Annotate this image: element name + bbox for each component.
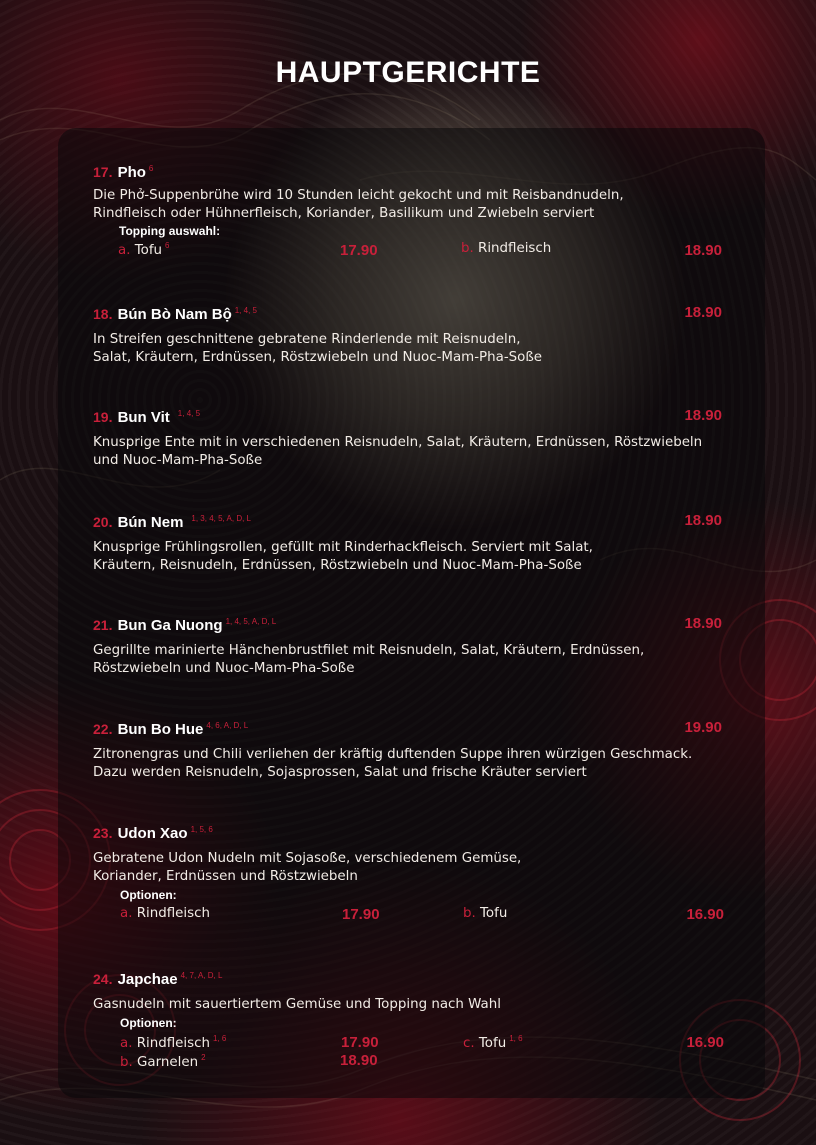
description-line: Koriander, Erdnüssen und Röstzwiebeln (93, 869, 358, 884)
description-line: Gasnudeln mit sauertiertem Gemüse und Topping nach Wahl (93, 997, 501, 1012)
item-description (93, 850, 733, 886)
item-name: Bun Bo Hue (117, 721, 204, 738)
item-name: Bún Nem (117, 514, 184, 531)
page-title: HAUPTGERICHTE (275, 56, 541, 89)
item-description (93, 746, 753, 782)
option-label: Topping auswahl: (119, 224, 221, 238)
item-number: 18. (93, 306, 113, 322)
description-line: Gebratene Udon Nudeln mit Sojasoße, verschiedenem Gemüse, (93, 851, 522, 866)
item-price: 18.90 (684, 304, 722, 321)
item-name: Pho (117, 164, 146, 181)
option-a-price: 17.90 (341, 1034, 379, 1051)
description-line: und Nuoc-Mam-Pha-Soße (93, 453, 263, 468)
item-description (93, 331, 733, 367)
item-name: Japchae (117, 971, 178, 988)
description-line: Rindfleisch oder Hühnerfleisch, Koriander, Basilikum und Zwiebeln serviert (93, 206, 595, 221)
item-description (93, 996, 733, 1014)
option-b: b. Rindfleisch (461, 241, 552, 256)
allergen-codes: 1, 4, 5, A, D, L (225, 617, 277, 626)
menu-panel (58, 128, 765, 1098)
option-b: b. Garnelen $^2$ (120, 1053, 206, 1070)
item-name: Udon Xao (117, 825, 188, 842)
item-description (93, 187, 733, 223)
item-number: 22. (93, 721, 113, 737)
item-number: 23. (93, 825, 113, 841)
description-line: Röstzwiebeln und Nuoc-Mam-Pha-Soße (93, 661, 355, 676)
option-a: a. Tofu $^6$ (118, 241, 170, 258)
option-c-price: 16.90 (686, 1034, 724, 1051)
description-line: Kräutern, Reisnudeln, Erdnüssen, Röstzwiebeln und Nuoc-Mam-Pha-Soße (93, 558, 582, 573)
item-name: Bun Ga Nuong (117, 617, 223, 634)
option-a-price: 17.90 (342, 906, 380, 923)
description-line: Knusprige Ente mit in verschiedenen Reisnudeln, Salat, Kräutern, Erdnüssen, Röstzwiebeln (93, 435, 703, 450)
description-line: Zitronengras und Chili verliehen der kräftig duftenden Suppe ihren würzigen Geschmack. (93, 747, 693, 762)
description-line: Salat, Kräutern, Erdnüssen, Röstzwiebeln und Nuoc-Mam-Pha-Soße (93, 350, 543, 365)
description-line: Dazu werden Reisnudeln, Sojasprossen, Salat und frische Kräuter serviert (93, 765, 587, 780)
option-a-price: 17.90 (340, 242, 378, 259)
item-price: 19.90 (684, 719, 722, 736)
option-label: Optionen: (120, 888, 177, 902)
description-line: Gegrillte marinierte Hänchenbrustfilet mit Reisnudeln, Salat, Kräutern, Erdnüssen, (93, 643, 645, 658)
allergen-codes: 1, 4, 5 (234, 306, 257, 315)
allergen-codes: 4, 6, A, D, L (206, 721, 249, 730)
option-a: a. Rindfleisch (120, 906, 210, 921)
item-price: 18.90 (684, 407, 722, 424)
description-line: Die Phở-Suppenbrühe wird 10 Stunden leicht gekocht und mit Reisbandnudeln, (93, 188, 624, 203)
item-name: Bun Vit (117, 409, 170, 426)
allergen-codes: 1, 5, 6 (190, 825, 213, 834)
option-a: a. Rindfleisch $^{1, 6}$ (120, 1034, 227, 1051)
item-number: 19. (93, 409, 113, 425)
option-b: b. Tofu (463, 906, 508, 921)
item-description (93, 434, 753, 470)
item-number: 24. (93, 971, 113, 987)
allergen-codes: 6 (148, 164, 154, 173)
item-price: 18.90 (684, 512, 722, 529)
description-line: Knusprige Frühlingsrollen, gefüllt mit Rinderhackfleisch. Serviert mit Salat, (93, 540, 593, 555)
allergen-codes: 4, 7, A, D, L (180, 971, 223, 980)
item-number: 20. (93, 514, 113, 530)
description-line: In Streifen geschnittene gebratene Rinderlende mit Reisnudeln, (93, 332, 521, 347)
option-c: c. Tofu $^{1, 6}$ (463, 1034, 523, 1051)
allergen-codes: 1, 4, 5 (177, 409, 201, 418)
option-b-price: 16.90 (686, 906, 724, 923)
item-name: Bún Bò Nam Bộ (117, 306, 232, 323)
item-number: 17. (93, 164, 113, 180)
item-description (93, 642, 733, 678)
option-b-price: 18.90 (340, 1052, 378, 1069)
option-label: Optionen: (120, 1016, 177, 1030)
allergen-codes: 1, 3, 4, 5, A, D, L (191, 514, 251, 523)
item-description (93, 539, 733, 575)
item-price: 18.90 (684, 615, 722, 632)
option-b-price: 18.90 (684, 242, 722, 259)
item-number: 21. (93, 617, 113, 633)
